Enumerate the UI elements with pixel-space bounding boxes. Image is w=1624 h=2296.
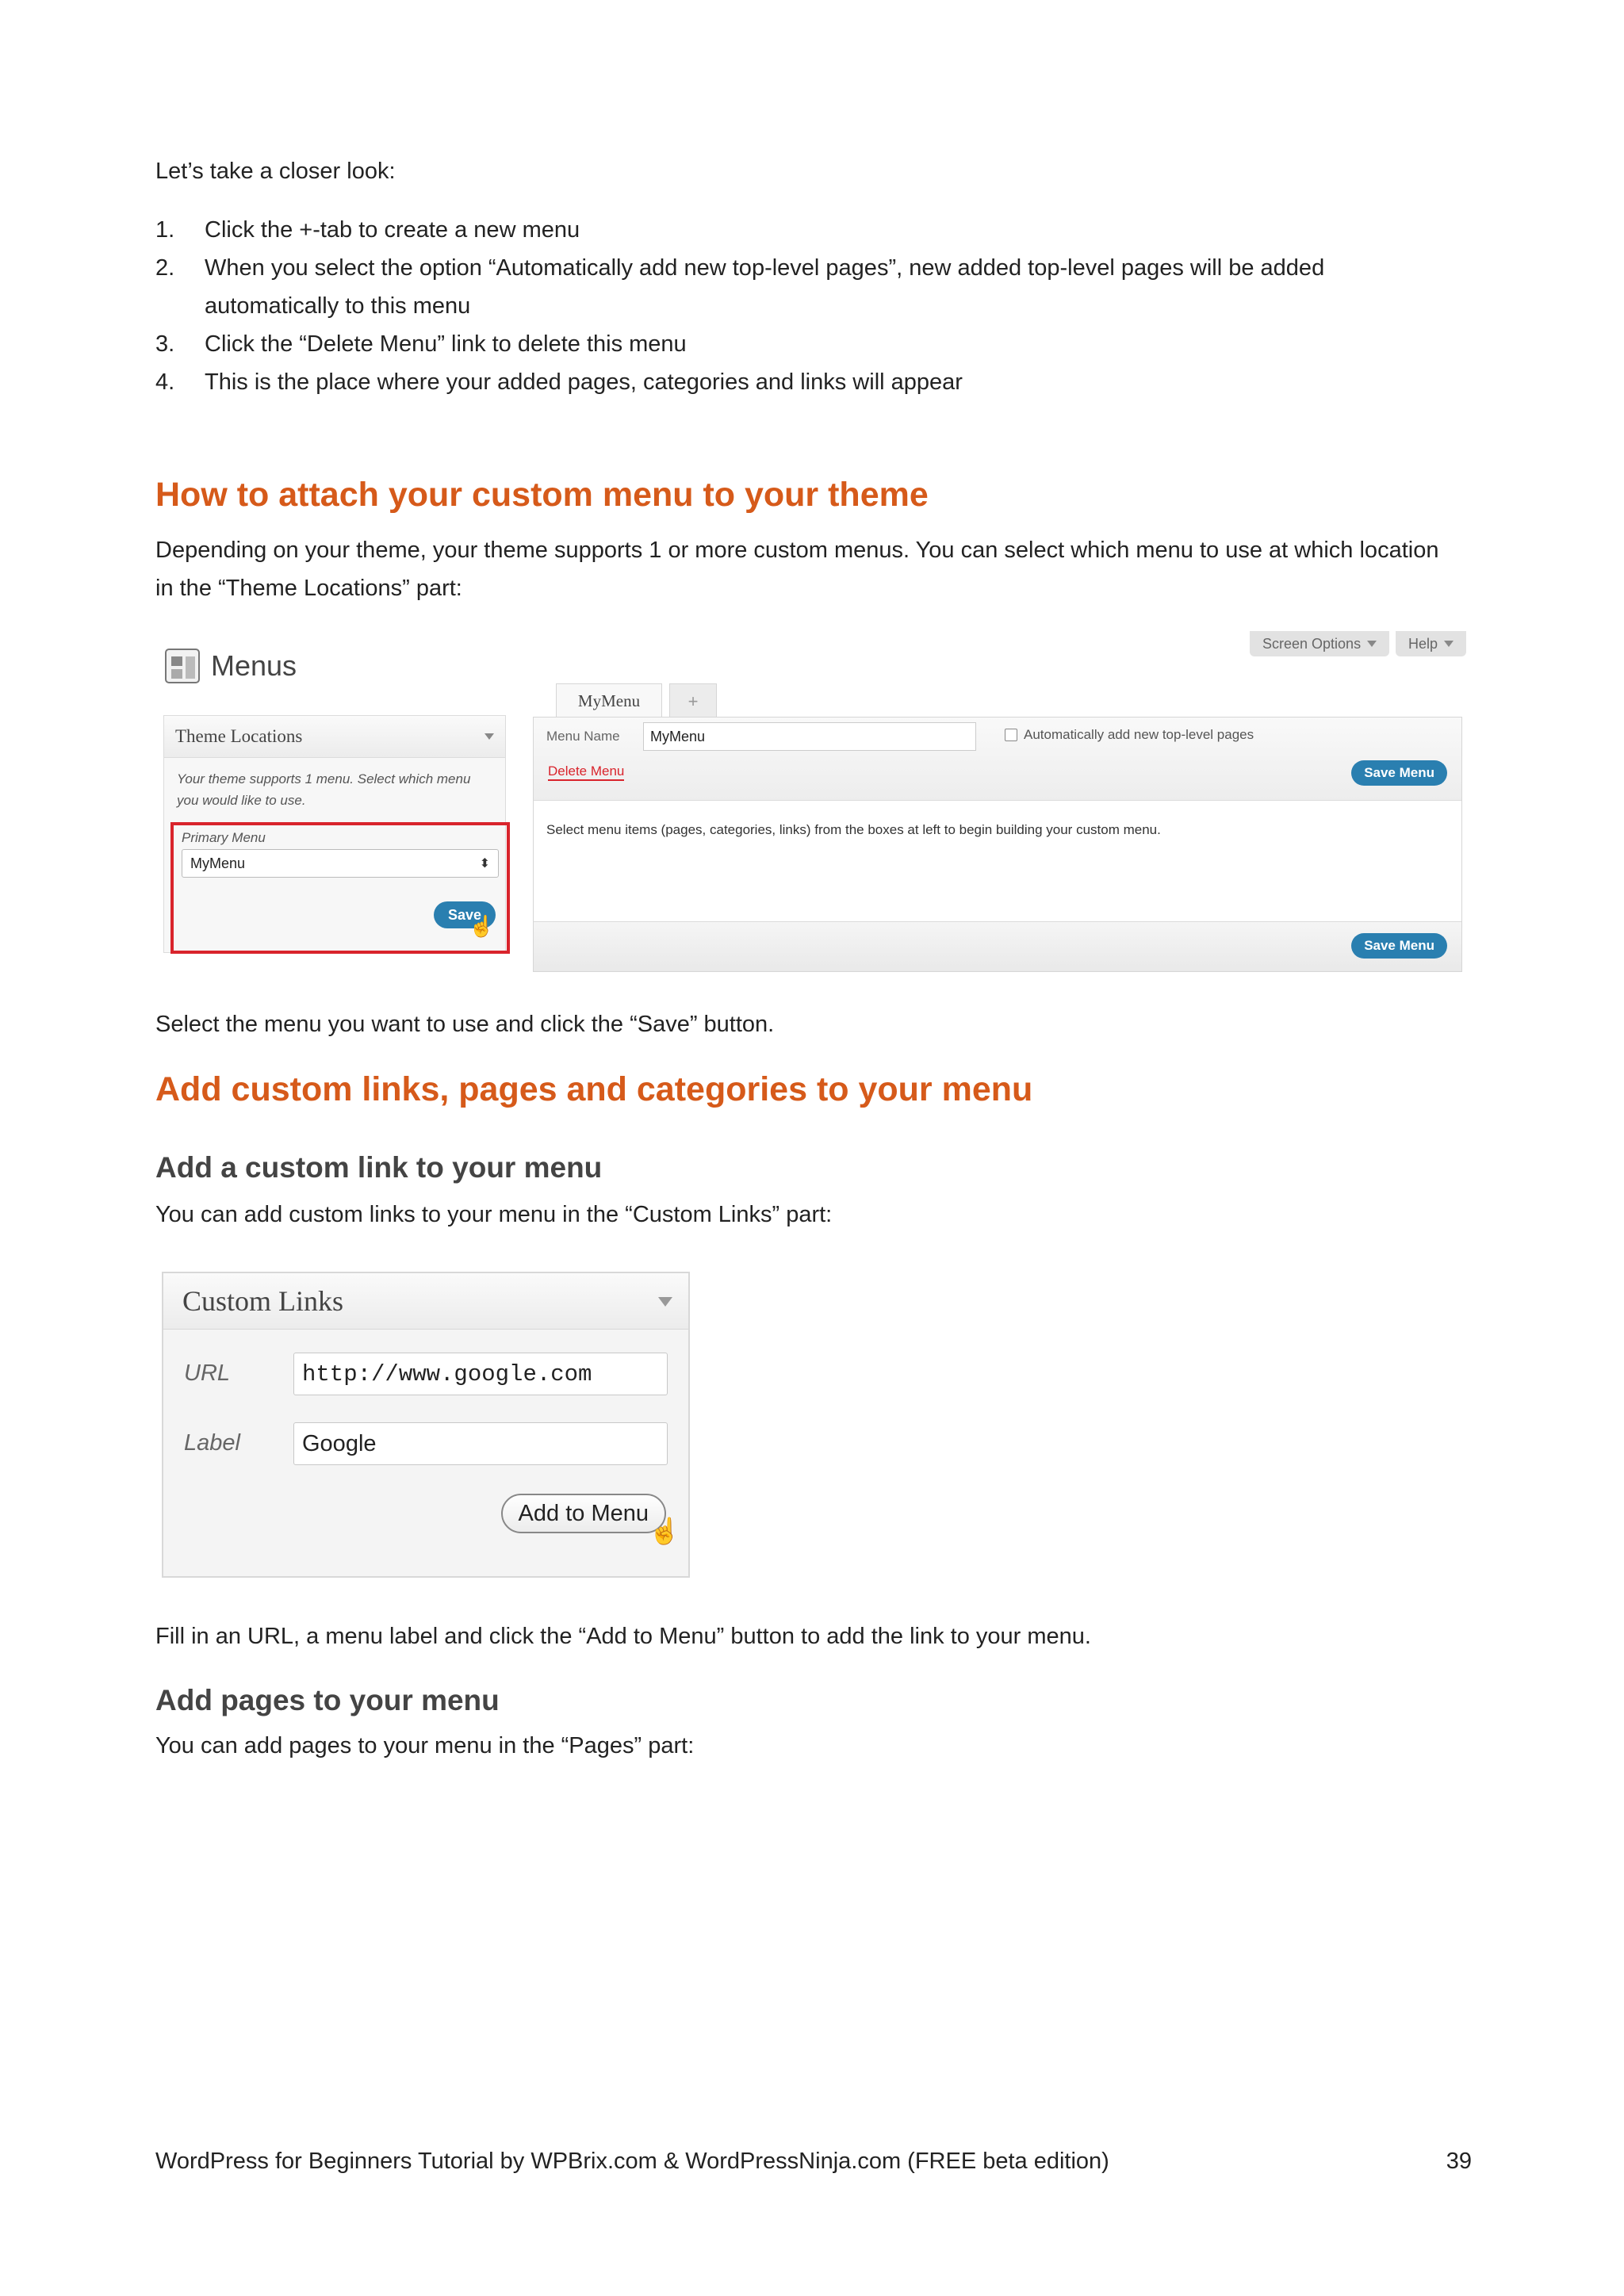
custom-links-screenshot [162, 1272, 690, 1578]
list-number: 1. [155, 217, 175, 243]
menus-title: Menus [211, 649, 297, 682]
intro-text: Let’s take a closer look: [155, 159, 396, 184]
add-pages-body: You can add pages to your menu in the “Pages” part: [155, 1733, 695, 1758]
list-text: When you select the option “Automatically add new top-level pages”, new added top-level pages will be added automatically to this menu [205, 255, 1325, 319]
list-text: This is the place where your added pages, categories and links will appear [205, 369, 963, 395]
menu-name-input[interactable]: MyMenu [643, 722, 976, 751]
list-number: 2. [155, 255, 175, 281]
footer-text: WordPress for Beginners Tutorial by WPBrix.com & WordPressNinja.com (FREE beta edition) [155, 2149, 1109, 2174]
menus-screenshot [155, 626, 1472, 975]
menu-empty-message: Select menu items (pages, categories, links) from the boxes at left to begin building your custom menu. [546, 822, 1161, 837]
save-menu-button[interactable]: Save Menu [1351, 933, 1447, 959]
highlight-box [170, 822, 510, 954]
chevron-down-icon [1367, 641, 1377, 647]
screen-options-label: Screen Options [1262, 635, 1362, 652]
after-shot1-text: Select the menu you want to use and click the “Save” button. [155, 1012, 775, 1037]
help-label: Help [1408, 635, 1438, 652]
url-label: URL [184, 1360, 231, 1386]
list-item [155, 211, 1456, 249]
hand-cursor-icon: ☝ [469, 914, 495, 938]
list-item [155, 325, 1456, 363]
subheading-add-pages: Add pages to your menu [155, 1684, 500, 1716]
menus-header [165, 649, 297, 683]
custom-link-after-text: Fill in an URL, a menu label and click the “Add to Menu” button to add the link to your menu. [155, 1624, 1091, 1649]
delete-menu-link[interactable]: Delete Menu [548, 763, 624, 781]
list-number: 3. [155, 331, 175, 357]
add-menu-tab[interactable]: + [669, 683, 717, 718]
primary-menu-label: Primary Menu [182, 830, 266, 845]
primary-menu-select[interactable] [182, 849, 499, 878]
custom-links-title: Custom Links [182, 1285, 344, 1317]
steps-list [155, 211, 1456, 401]
save-menu-button[interactable]: Save Menu [1351, 760, 1447, 786]
custom-link-body: You can add custom links to your menu in the “Custom Links” part: [155, 1202, 833, 1227]
section-heading-add-links: Add custom links, pages and categories to your menu [155, 1070, 1033, 1108]
list-item [155, 249, 1456, 325]
theme-locations-header[interactable] [164, 716, 505, 758]
add-to-menu-button[interactable]: Add to Menu [501, 1494, 666, 1533]
subheading-custom-link: Add a custom link to your menu [155, 1151, 603, 1184]
label-label: Label [184, 1430, 240, 1456]
custom-links-header[interactable] [163, 1273, 688, 1330]
theme-locations-box [163, 715, 506, 953]
page-number: 39 [1446, 2149, 1472, 2174]
screen-options-tab[interactable] [1250, 631, 1389, 656]
menu-edit-header [534, 718, 1461, 801]
tab-mymenu[interactable]: MyMenu [556, 683, 662, 718]
chevron-down-icon [1444, 641, 1454, 647]
auto-add-option[interactable] [1005, 727, 1254, 743]
auto-add-label: Automatically add new top-level pages [1024, 727, 1254, 742]
menus-icon [165, 649, 200, 683]
section-body-attach-menu: Depending on your theme, your theme supports 1 or more custom menus. You can select which menu to use at which location in the “Theme Locations” part: [155, 538, 1439, 601]
list-number: 4. [155, 369, 175, 395]
menu-edit-footer [534, 921, 1461, 971]
section-heading-attach-menu: How to attach your custom menu to your theme [155, 476, 929, 514]
menu-name-label: Menu Name [546, 729, 620, 744]
hand-cursor-icon: ☝ [649, 1517, 680, 1545]
list-item [155, 363, 1456, 401]
menu-edit-panel [533, 717, 1462, 972]
theme-locations-title: Theme Locations [175, 726, 303, 746]
help-tab[interactable] [1396, 631, 1466, 656]
list-text: Click the +-tab to create a new menu [205, 217, 580, 243]
list-text: Click the “Delete Menu” link to delete this menu [205, 331, 687, 357]
primary-menu-selected: MyMenu [190, 855, 246, 871]
select-arrows-icon: ⬍ [479, 857, 490, 871]
save-button[interactable]: Save [434, 901, 496, 928]
theme-locations-description: Your theme supports 1 menu. Select which menu you would like to use. [177, 771, 471, 808]
label-input[interactable]: Google [293, 1422, 668, 1465]
chevron-down-icon[interactable] [658, 1297, 672, 1307]
auto-add-checkbox[interactable] [1005, 729, 1017, 741]
url-input[interactable]: http://www.google.com [293, 1353, 668, 1395]
chevron-down-icon[interactable] [485, 733, 494, 740]
